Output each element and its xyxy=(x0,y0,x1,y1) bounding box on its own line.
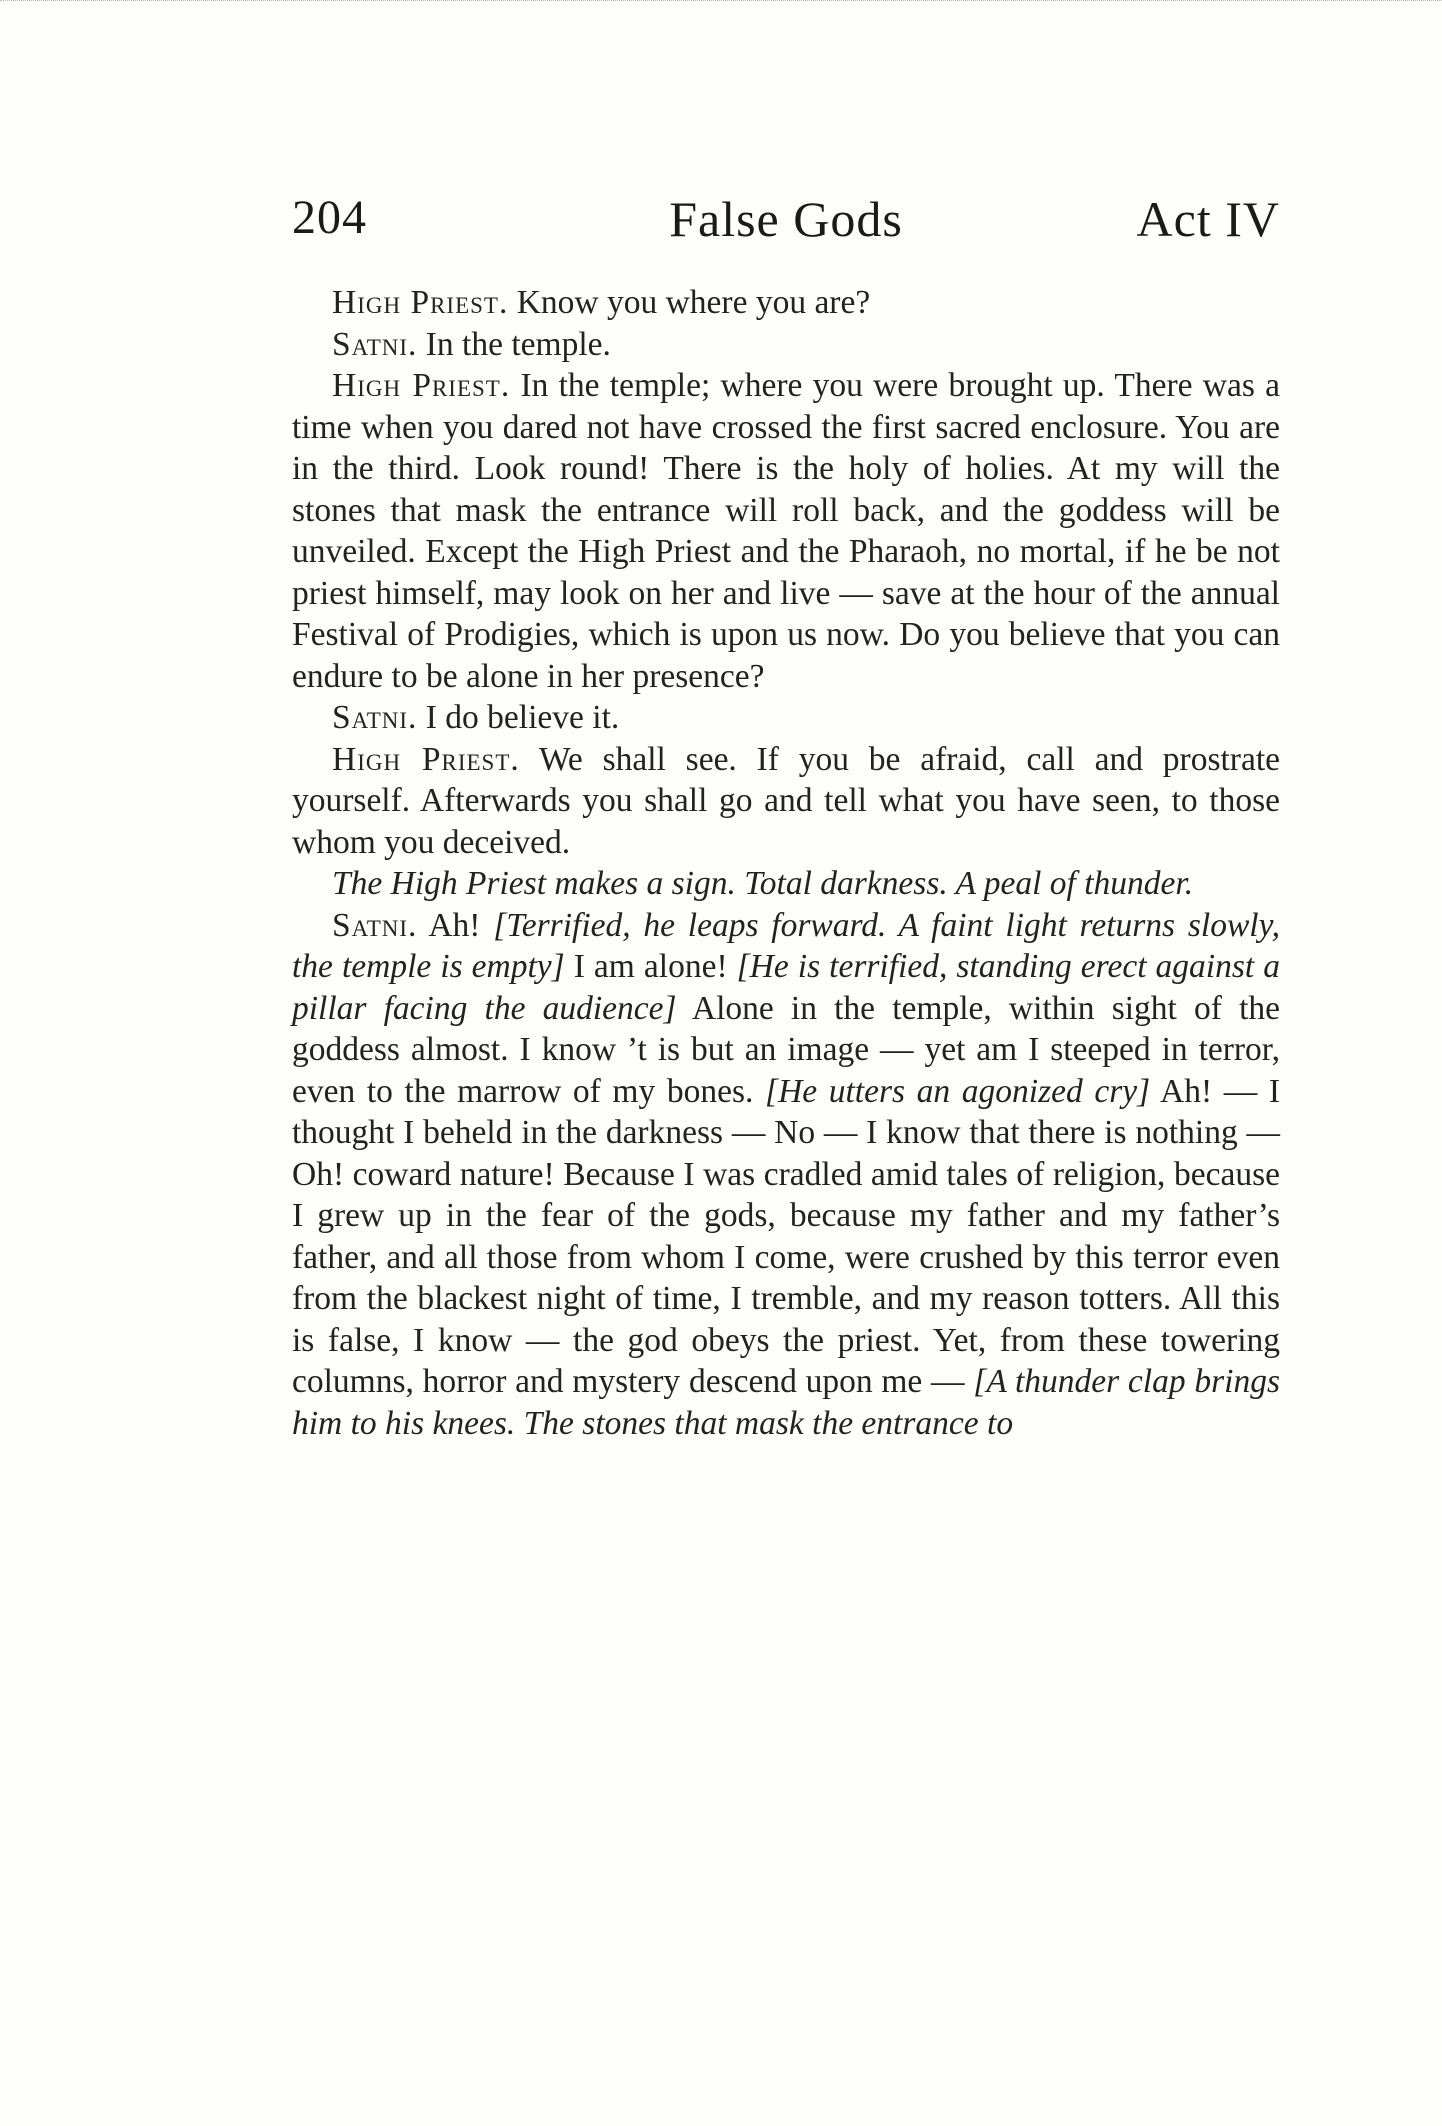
speaker-name: High Priest. xyxy=(332,740,520,778)
running-title: False Gods xyxy=(669,191,903,247)
speech-paragraph xyxy=(292,365,1280,697)
speech-paragraph xyxy=(292,697,1280,739)
stage-direction-inline: [He utters an agonized cry] xyxy=(765,1072,1151,1110)
speech-paragraph xyxy=(292,282,1280,324)
speech-text: Ah! — I thought I beheld in the darkness — No — I know that there is nothing — Oh! coward nature! Because I was cradled amid tales of religion, because I grew up in the fear of the gods, because my father and my father’s father, and all those from whom I come, were crushed by this terror even from the blackest night of time, I tremble, and my reason totters. All this is false, I know — the god obeys the priest. Yet, from these towering columns, horror and mystery descend upon me — xyxy=(292,1072,1280,1400)
page-top-edge xyxy=(0,0,1442,18)
stage-direction-text: The High Priest makes a sign. Total darkness. A peal of thunder. xyxy=(332,865,1194,902)
speaker-name: High Priest. xyxy=(332,367,511,404)
stage-direction-inline: [Terrified, he leaps forward. A faint light returns slowly, the temple is empty] xyxy=(292,906,1280,985)
speech-text: I am alone! xyxy=(564,948,737,985)
speech-text: Know you where you are? xyxy=(516,284,871,321)
stage-direction-inline: [He is terrified, standing erect against a pillar facing the audience] xyxy=(292,948,1280,1027)
speaker-name: Satni. xyxy=(332,325,418,363)
speech-text: I do believe it. xyxy=(425,699,620,736)
speech-paragraph xyxy=(292,324,1280,366)
speaker-name: Satni. xyxy=(332,699,418,736)
speech-text: In the temple. xyxy=(425,325,611,363)
page-number: 204 xyxy=(292,191,367,244)
stage-direction xyxy=(292,863,1280,905)
running-header xyxy=(292,190,1280,260)
speech-text: Alone in the temple, within sight of the goddess almost. I know ’t is but an image — yet am I steeped in terror, even to the marrow of my bones. xyxy=(292,989,1280,1110)
speech-text: In the temple; where you were brought up. There was a time when you dared not have crossed the first sacred enclosure. You are in the third. Look round! There is the holy of holies. At my will the stones that mask the entrance will roll back, and the goddess will be unveiled. Except the High Priest and the Pharaoh, no mortal, if he be not priest himself, may look on her and live — save at the hour of the annual Festival of Prodigies, which is upon us now. Do you believe that you can endure to be alone in her presence? xyxy=(292,367,1280,695)
speech-text: We shall see. If you be afraid, call and prostrate yourself. Afterwards you shall go and tell what you have seen, to those whom you deceived. xyxy=(292,740,1281,861)
speech-paragraph xyxy=(292,739,1280,864)
speaker-name: High Priest. xyxy=(332,284,509,321)
speaker-name: Satni. xyxy=(332,906,418,944)
speech-paragraph xyxy=(292,905,1280,1445)
play-text xyxy=(292,282,1280,1444)
speech-text: Ah! xyxy=(428,906,494,944)
act-label: Act IV xyxy=(1136,191,1280,247)
stage-direction-inline: [A thunder clap brings him to his knees. The stones that mask the entrance to xyxy=(292,1363,1280,1442)
